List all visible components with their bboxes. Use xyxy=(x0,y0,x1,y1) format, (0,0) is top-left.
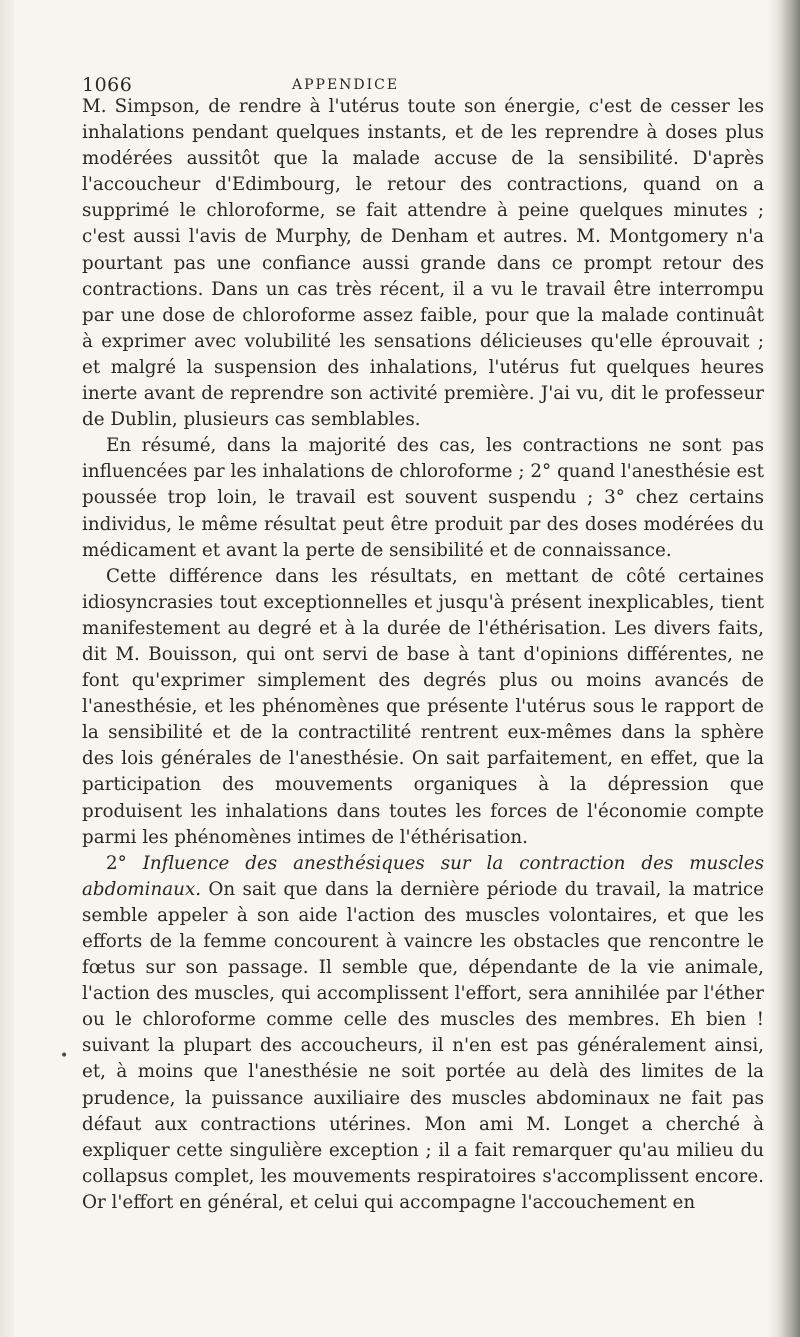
running-head xyxy=(82,66,764,94)
page-gutter xyxy=(0,0,14,1337)
paragraph-3: Cette différence dans les résultats, en mettant de côté certaines idiosyncrasies tout exceptionnelles et jusqu'à présent inexplicables, tient manifestement au degré et à la durée de l'éthérisation. Les divers faits, dit M. Bouisson, qui ont servi de base à tant d'opinions différentes, ne font qu'exprimer simplement des degrés plus ou moins avancés de l'anesthésie, et les phénomènes que présente l'utérus sous le rapport de la sensibilité et de la contractilité rentrent eux-mêmes dans la sphère des lois générales de l'anesthésie. On sait parfaitement, en effet, que la participation des mouvements organiques à la dépression que produisent les inhalations dans toutes les forces de l'économie compte parmi les phénomènes intimes de l'éthérisation. xyxy=(82,565,764,848)
body-text xyxy=(82,94,764,1216)
section-2-text: On sait que dans la dernière période du travail, la matrice semble appeler à son aide l'action des muscles volontaires, et que les efforts de la femme concourent à vaincre les obstacles que rencontre le fœtus sur son passage. Il semble que, dépendante de la vie animale, l'action des muscles, qui accomplissent l'effort, sera annihilée par l'éther ou le chloroforme comme celle des muscles des membres. Eh bien ! suivant la plupart des accoucheurs, il n'en est pas généralement ainsi, et, à moins que l'anesthésie ne soit portée au delà des limites de la prudence, la puissance auxiliaire des muscles abdominaux ne fait pas défaut aux contractions utérines. Mon ami M. Longet a cherché à expliquer cette singulière exception ; il a fait remarquer qu'au milieu du collapsus complet, les mouvements respiratoires s'accomplissent encore. Or l'effort en général, et celui qui accompagne l'accouchement en xyxy=(82,878,764,1213)
margin-mark: • xyxy=(60,1048,69,1064)
paragraph-section-2 xyxy=(82,851,764,1216)
section-2-heading: Influence des anesthésiques sur la contraction des muscles abdominaux. xyxy=(82,852,764,900)
section-2-number: 2° xyxy=(106,852,143,874)
book-page xyxy=(82,66,764,1216)
page-number: 1066 xyxy=(82,74,133,96)
book-edge xyxy=(768,0,800,1337)
paragraph-2: En résumé, dans la majorité des cas, les contractions ne sont pas influencées par les inhalations de chloroforme ; 2° quand l'anesthésie est poussée trop loin, le travail est souvent suspendu ; 3° chez certains individus, le même résultat peut être produit par des doses modérées du médicament et avant la perte de sensibilité et de connaissance. xyxy=(82,435,764,561)
section-title: APPENDICE xyxy=(292,77,400,93)
paragraph-1: M. Simpson, de rendre à l'utérus toute son énergie, c'est de cesser les inhalations pendant quelques instants, et de les reprendre à doses plus modérées aussitôt que la malade accuse de la sensibilité. D'après l'accoucheur d'Edimbourg, le retour des contractions, quand on a supprimé le chloroforme, se fait attendre à peine quelques minutes ; c'est aussi l'avis de Murphy, de Denham et autres. M. Montgomery n'a pourtant pas une confiance aussi grande dans ce prompt retour des contractions. Dans un cas très récent, il a vu le travail être interrompu par une dose de chloroforme assez faible, pour que la malade continuât à exprimer avec volubilité les sensations délicieuses qu'elle éprouvait ; et malgré la suspension des inhalations, l'utérus fut quelques heures inerte avant de reprendre son activité première. J'ai vu, dit le professeur de Dublin, plusieurs cas semblables. xyxy=(82,96,764,431)
